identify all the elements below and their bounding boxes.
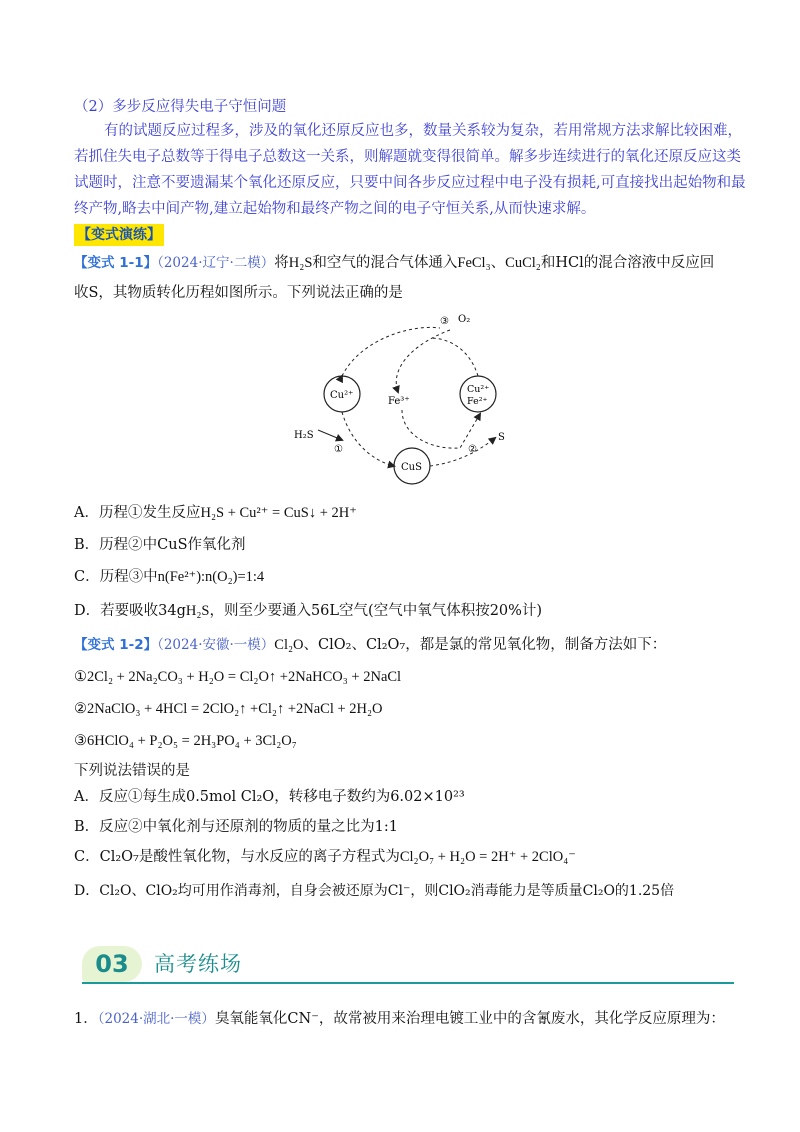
section-banner	[74, 944, 734, 986]
paragraph-line-4: 终产物,略去中间产物,建立起始物和最终产物之间的电子守恒关系,从而快速求解。	[74, 201, 596, 217]
arrow-cus-to-s	[430, 438, 495, 466]
q2-equation-3: ③6HClO₄ + P₂O₅ = 2H₃PO₄ + 3Cl₂O₇	[74, 733, 297, 749]
formula-fecl3: FeCl₃	[457, 255, 491, 271]
q3-number: 1．	[74, 1011, 98, 1027]
label-cu-in-circle: Cu²⁺	[467, 384, 490, 395]
q1-stem-a: 将	[274, 255, 289, 271]
q2-stem-text: 、ClO₂、Cl₂O₇，都是氯的常见氧化物，制备方法如下：	[303, 637, 667, 653]
q1-option-d-text: D．若要吸收34g	[74, 603, 186, 619]
q1-stem-b: 和空气的混合气体通入	[312, 255, 458, 271]
q1-option-c	[74, 566, 730, 588]
arrow-cu-to-cus	[342, 412, 394, 466]
q2-question: 下列说法错误的是	[74, 763, 190, 779]
q1-stem-line-2: 收S，其物质转化历程如图所示。下列说法正确的是	[74, 285, 403, 301]
q1-option-d-formula: H₂S	[185, 603, 210, 619]
label-o2: O₂	[458, 314, 471, 325]
q3-stem-text: 臭氧能氧化CN⁻，故常被用来治理电镀工业中的含氰废水，其化学反应原理为：	[214, 1011, 725, 1027]
q1-option-d-suffix: ，则至少要通入56L空气(空气中氧气体积按20%计)	[209, 603, 543, 619]
q1-option-c-equation: n(Fe²⁺):n(O₂)=1:4	[157, 569, 265, 585]
q1-label: 【变式 1-1】	[74, 255, 158, 271]
q1-stem-line-1	[74, 252, 730, 274]
q1-stem-d: 和HCl的混合溶液中反应回	[540, 255, 715, 271]
q2-option-c-text: C．Cl₂O₇是酸性氧化物，与水反应的离子方程式为	[74, 849, 400, 865]
label-s: S	[498, 432, 505, 443]
arrow-fe2-up	[430, 338, 478, 376]
q1-option-a-text: A．历程①发生反应	[74, 505, 201, 521]
paragraph-line-1: 有的试题反应过程多，涉及的氧化还原反应也多，数量关系较为复杂，若用常规方法求解比较困难，	[104, 123, 742, 139]
banner-rule	[82, 982, 734, 984]
label-step2: ②	[468, 444, 477, 455]
q2-equation-1: ①2Cl₂ + 2Na₂CO₃ + H₂O = Cl₂O↑ +2NaHCO₃ + 2NaCl	[74, 669, 402, 685]
section-title: （2）多步反应得失电子守恒问题	[74, 99, 287, 115]
conversion-diagram	[290, 310, 520, 490]
formula-cucl2: CuCl₂	[505, 255, 541, 271]
arrow-fe3-to-fe2	[402, 410, 480, 448]
arrow-to-fe3	[396, 330, 450, 392]
q1-option-b: B．历程②中CuS作氧化剂	[74, 537, 246, 553]
label-fe3: Fe³⁺	[388, 396, 410, 407]
q2-option-d: D．Cl₂O、ClO₂均可用作消毒剂，自身会被还原为Cl⁻，则ClO₂消毒能力是等质量Cl₂O的1.25倍	[74, 883, 675, 899]
arrow-h2s-in	[318, 430, 342, 440]
q2-option-c	[74, 846, 730, 868]
formula-h2s: H₂S	[288, 255, 313, 271]
q2-option-c-equation: Cl₂O₇ + H₂O = 2H⁺ + 2ClO₄⁻	[399, 849, 576, 865]
practice-header-label: 【变式演练】	[74, 224, 164, 246]
label-fe2-in-circle: Fe²⁺	[467, 396, 488, 407]
q3-source: （2024·湖北·一模）	[97, 1011, 215, 1027]
practice-header	[74, 224, 730, 246]
q2-option-b: B．反应②中氧化剂与还原剂的物质的量之比为1:1	[74, 819, 398, 835]
q1-source: （2024·辽宁·二模）	[157, 255, 275, 271]
label-step3: ③	[440, 316, 449, 327]
q2-equation-2: ②2NaClO₃ + 4HCl = 2ClO₂↑ +Cl₂↑ +2NaCl + 2H₂O	[74, 701, 383, 717]
paragraph-line-3: 试题时，注意不要遗漏某个氧化还原反应，只要中间各步反应过程中电子没有损耗,可直接找出起始物和最	[74, 175, 746, 191]
q1-option-a-equation: H₂S + Cu²⁺ = CuS↓ + 2H⁺	[200, 505, 357, 521]
q3-stem	[74, 1008, 730, 1030]
q1-option-a	[74, 502, 730, 524]
label-step1: ①	[334, 444, 343, 455]
arrow-o2-to-cu	[342, 327, 440, 376]
label-h2s: H₂S	[294, 430, 314, 441]
formula-cl2o: Cl₂O	[274, 637, 304, 653]
q2-stem	[74, 634, 730, 656]
q1-stem-c: 、	[490, 255, 506, 271]
q2-label: 【变式 1-2】	[74, 637, 158, 653]
banner-title: 高考练场	[154, 952, 242, 976]
q2-source: （2024·安徽·一模）	[157, 637, 275, 653]
banner-number: 03	[82, 946, 142, 982]
q2-option-a: A．反应①每生成0.5mol Cl₂O，转移电子数约为6.02×10²³	[74, 789, 465, 805]
q1-option-d	[74, 600, 730, 622]
label-cus: CuS	[401, 462, 422, 473]
label-cu: Cu²⁺	[330, 390, 354, 401]
paragraph-line-2: 若抓住失电子总数等于得电子总数这一关系，则解题就变得很简单。解多步连续进行的氧化还原反应这类	[74, 149, 741, 165]
q1-option-c-text: C．历程③中	[74, 569, 158, 585]
